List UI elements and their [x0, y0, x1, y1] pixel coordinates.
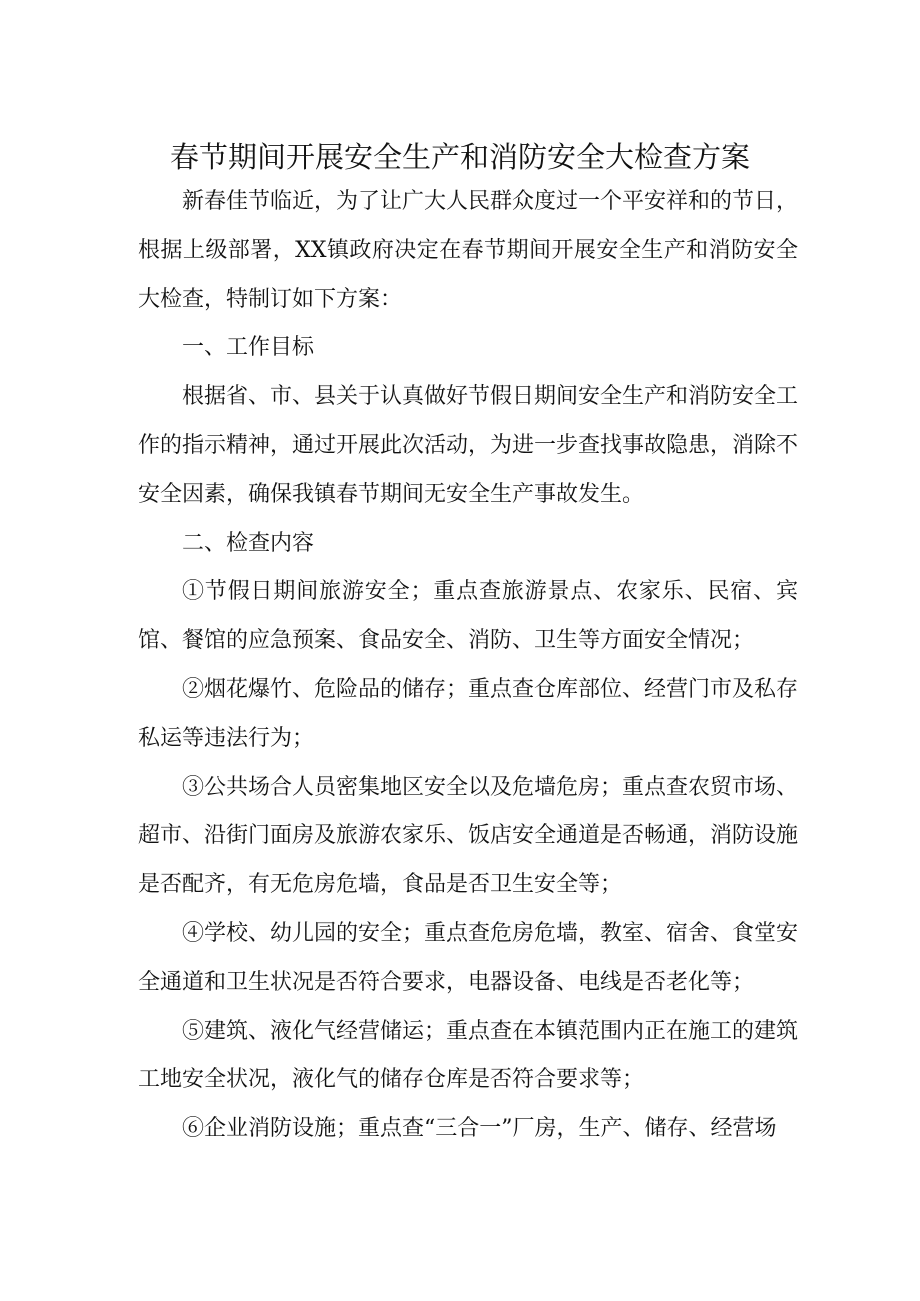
- list-item-public-places: ③公共场合人员密集地区安全以及危墙危房；重点查农贸市场、超市、沿街门面房及旅游农家乐、饭店安全通道是否畅通，消防设施是否配齐，有无危房危墙，食品是否卫生安全等；: [138, 774, 799, 898]
- section-heading-work-goal: 一、工作目标: [182, 335, 315, 361]
- document-body: [138, 178, 798, 1154]
- section-heading-inspection-content: 二、检查内容: [182, 530, 315, 556]
- list-item-fireworks-storage: ②烟花爆竹、危险品的储存；重点查仓库部位、经营门市及私存私运等违法行为；: [138, 676, 799, 751]
- paragraph-work-goal: 根据省、市、县关于认真做好节假日期间安全生产和消防安全工作的指示精神，通过开展此次活动，为进一步查找事故隐患，消除不安全因素，确保我镇春节期间无安全生产事故发生。: [138, 384, 799, 507]
- list-item-construction-lpg: ⑤建筑、液化气经营储运；重点查在本镇范围内正在施工的建筑工地安全状况，液化气的储存仓库是否符合要求等；: [138, 1018, 799, 1093]
- document-title: 春节期间开展安全生产和消防安全大检查方案: [169, 140, 750, 174]
- list-item-school-safety: ④学校、幼儿园的安全；重点查危房危墙，教室、宿舍、食堂安全通道和卫生状况是否符合要求，电器设备、电线是否老化等；: [138, 920, 799, 995]
- list-item-enterprise-fire: ⑥企业消防设施；重点查“三合一”厂房，生产、储存、经营场: [182, 1116, 777, 1142]
- paragraph-intro: 新春佳节临近，为了让广大人民群众度过一个平安祥和的节日，根据上级部署，XX镇政府决定在春节期间开展安全生产和消防安全大检查，特制订如下方案：: [138, 189, 799, 312]
- list-item-tourism-safety: ①节假日期间旅游安全；重点查旅游景点、农家乐、民宿、宾馆、餐馆的应急预案、食品安全、消防、卫生等方面安全情况；: [138, 579, 798, 654]
